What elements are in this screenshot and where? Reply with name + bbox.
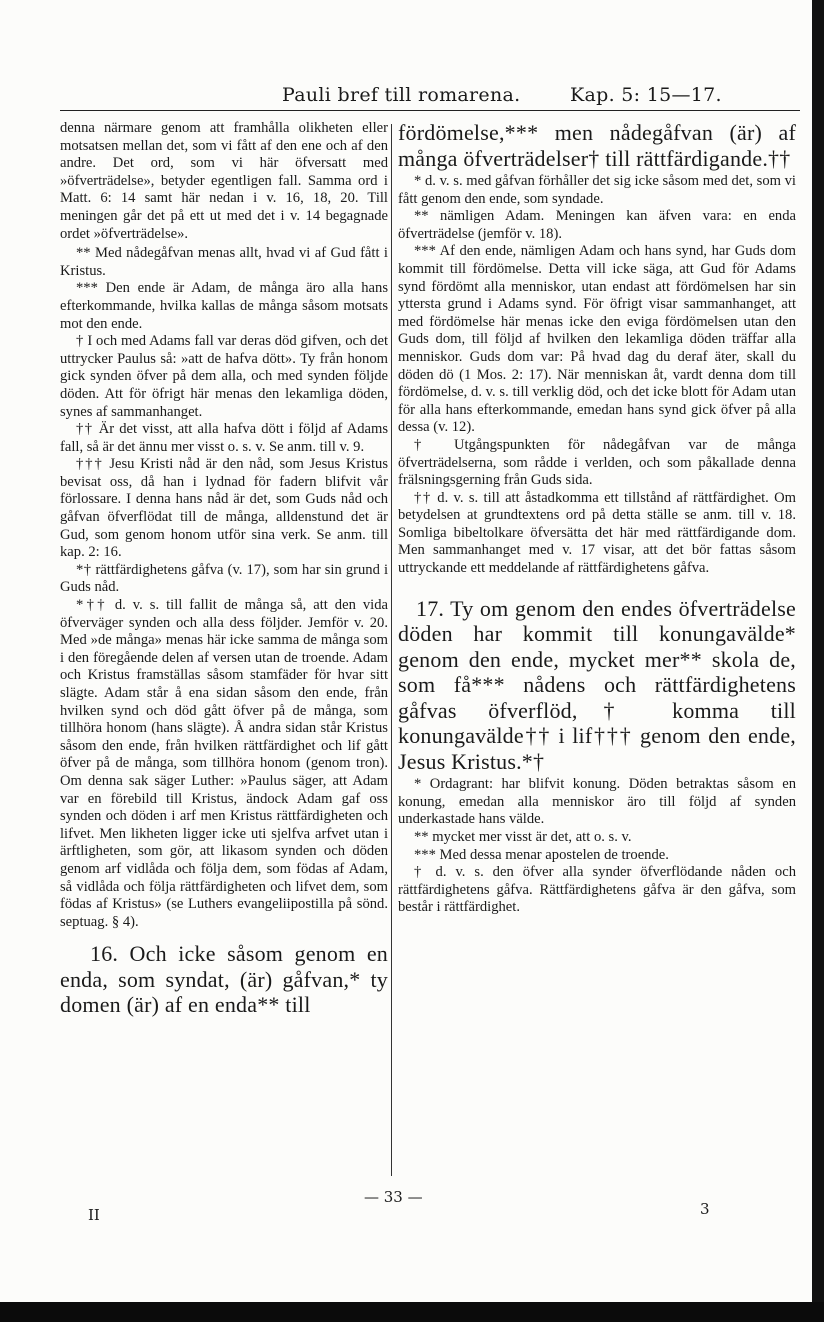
sheet-number: 3 [700,1200,710,1218]
header-title: Pauli bref till romarena. [282,84,521,106]
header-rule [60,110,800,111]
footnote: * Ordagrant: har blifvit konung. Döden betraktas såsom en konung, emedan alla menniskor äro till följd af synden underkastade hans välde. [398,776,796,828]
signature-mark: II [88,1206,100,1224]
footnote: †† Är det visst, att alla hafva dött i följd af Adams fall, så är det ännu mer visst o. s. v. Se anm. till v. 9. [60,421,388,455]
footnote: ** Med nådegåfvan menas allt, hvad vi af Gud fått i Kristus. [60,245,388,279]
footnote: ** mycket mer visst är det, att o. s. v. [414,828,632,845]
footnote: *†† d. v. s. till fallit de många så, att den vida öfverväger synden och alla dess följder. Jemför v. 20. Med »de många» menas här icke samma de många som i den föregående delen af versen utan de troende. Adam och Kristus framställas såsom stamfäder för hvar sitt slägte. Adam står å ena sidan såsom den ende, från hvilken synd och död gått öfver på de många, som tillhöra honom (hans slägte). Å andra sidan står Kristus såsom den ende, från hvilken rättfärdighet och lif gått öfver på de många, som tillhöra honom (genom tron). Om denna sak säger Luther: »Paulus säger, att Adam var en förebild till Kristus, ändock Adam gaf oss synden och döden i arf men Kristus rättfärdigheten och lifvet. Men likheten ligger icke uti sjelfva arfvet utan i ärftligheten, som gör, att likasom synden och döden genom arf vidlåda och följa dem, som födas af Adam, så vidlåda och följa rättfärdigheten och lifvet dem, som födas af Kristus» (se Luthers evangeliipostilla på sönd. septuag. § 4). [60,597,388,930]
footnote: *† rättfärdighetens gåfva (v. 17), som har sin grund i Guds nåd. [60,561,388,596]
scan-bottom-band [0,1302,824,1322]
footnote: *** Med dessa menar apostelen de troende. [414,846,669,863]
footnote: † d. v. s. den öfver alla synder öfverflödande nåden och rättfärdighetens gåfva. Rättfärdighetens gåfva är den gåfva, som består i rättfärdighet. [398,864,796,916]
column-divider [391,124,392,1176]
footnote: denna närmare genom att framhålla olikheten eller motsatsen mellan det, som vi fått af den ene och af den andre. Det ord, som vi här öfversatt med »öfverträdelse», betyder egentligen fall. Samma ord i Matt. 6: 14 samt här nedan i v. 16, 18, 20. Till meningen går det på ett ut med det i v. 14 begagnade ordet »öfverträdelse». [60,120,388,242]
verse-16-continued: fördömelse,*** men nådegåfvan (är) af många öfverträdelser† till rättfärdigande.†† [398,120,796,171]
verse-17: 17. Ty om genom den endes öfverträdelse döden har kommit till konungavälde* genom den ende, mycket mer** skola de, som få*** nådens och rättfärdighetens gåfvas öfverflöd,† komma till konungavälde†† i lif††† genom den ende, Jesus Kristus.*† [398,595,796,774]
footnote: ** nämligen Adam. Meningen kan äfven vara: en enda öfverträdelse (jemför v. 18). [398,208,796,242]
footnote: ††† Jesu Kristi nåd är den nåd, som Jesus Kristus bevisat oss, då han i lydnad för fadern blifvit vår förlossare. I denna hans nåd är det, som Guds nåd och gåfvan öfverflödat till de många, alldenstund det är Gud, som genom honom utför sina verk. Se anm. till kap. 2: 16. [60,456,388,561]
footnote: † Utgångspunkten för nådegåfvan var de många öfverträdelserna, som rådde i verlden, och som påkallade denna frälsningsgerning från Guds sida. [398,436,796,489]
left-column [60,120,388,1018]
footnote: *** Af den ende, nämligen Adam och hans synd, har Guds dom kommit till fördömelse. Detta vill icke säga, att Gud för Adams synd fördömt alla menniskor, utan endast att fördömelsen har sin yttersta grund i Adams synd. För öfrigt visar sammanhanget, att med fördömelse här menas icke den eviga fördömelsen utan den Guds dom, till följd af hvilken den lekamliga döden träffar alla menniskor. Guds dom var: På hvad dag du deraf äter, skall du döden dö (1 Mos. 2: 17). När menniskan åt, vardt denna dom till fördömelse, d. v. s. till verklig död, och det icke blott för Adam utan för alla hans efterkommande, emedan hans synd gick öfver på alla dessa (v. 12). [398,243,796,436]
footnote: *** Den ende är Adam, de många äro alla hans efterkommande, hvilka kallas de många såsom motsats mot den ende. [60,280,388,332]
running-header [60,84,814,110]
header-chapter: Kap. 5: 15—17. [570,84,722,106]
right-column [398,120,796,917]
footnote: †† d. v. s. till att åstadkomma ett tillstånd af rättfärdighet. Om betydelsen at grundtextens ord på detta ställe se anm. till v. 18. Somliga bibeltolkare öfversätta det här med rättfärdigande dom. Men sammanhanget med v. 17 visar, att det bör fattas såsom uttryckande ett meddelande af rättfärdighetens gåfva. [398,489,796,577]
scan-edge [812,0,824,1302]
footnote: † I och med Adams fall var deras död gifven, och det uttrycker Paulus så: »att de hafva dött». Ty från honom gick synden öfver på dem alla, och med synden följde döden. Att för öfrigt här menas den lekamliga döden, synes af sammanhanget. [60,333,388,420]
footnote: * d. v. s. med gåfvan förhåller det sig icke såsom med det, som vi fått genom den ende, som syndade. [398,173,796,207]
verse-16: 16. Och icke såsom genom en enda, som syndat, (är) gåfvan,* ty domen (är) af en enda** till [60,941,388,1018]
page-number: — 33 — [364,1188,423,1206]
